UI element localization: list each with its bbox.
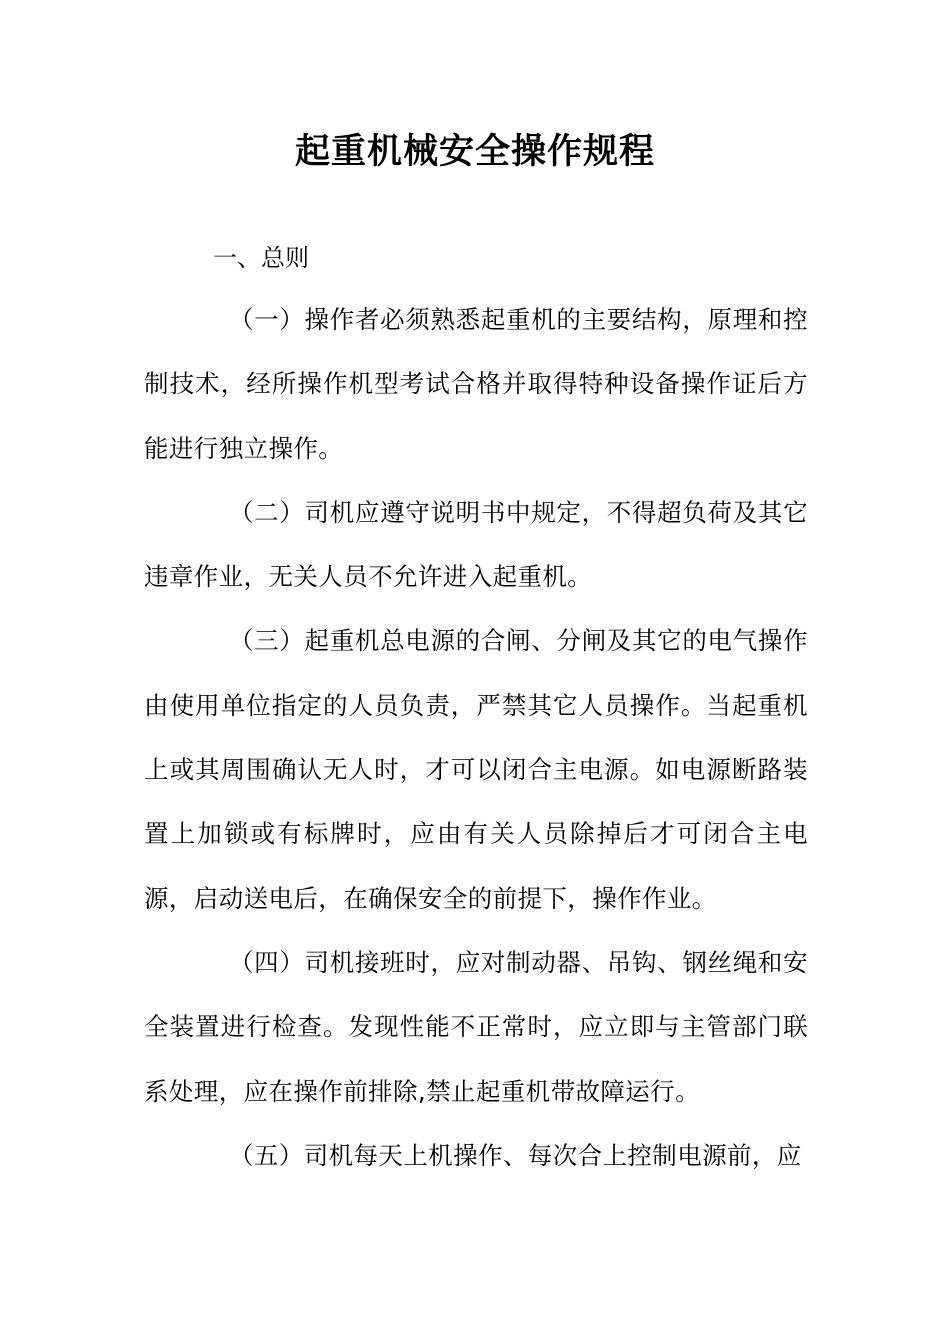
body-text (144, 288, 808, 1188)
paragraph-3: （三）起重机总电源的合闸、分闸及其它的电气操作由使用单位指定的人员负责，严禁其它人员操作。当起重机上或其周围确认无人时，才可以闭合主电源。如电源断路装置上加锁或有标牌时，应由有关人员除掉后才可闭合主电源，启动送电后，在确保安全的前提下，操作作业。 (144, 626, 808, 913)
paragraph-2: （二）司机应遵守说明书中规定，不得超负荷及其它违章作业，无关人员不允许进入起重机。 (144, 497, 808, 592)
section-heading: 一、总则 (213, 244, 309, 272)
paragraph-5: （五）司机每天上机操作、每次合上控制电源前，应 (229, 1140, 802, 1170)
paragraph-1: （一）操作者必须熟悉起重机的主要结构，原理和控制技术，经所操作机型考试合格并取得特种设备操作证后方能进行独立操作。 (144, 305, 808, 463)
page-title: 起重机械安全操作规程 (294, 132, 655, 172)
paragraph-4: （四）司机接班时，应对制动器、吊钩、钢丝绳和安全装置进行检查。发现性能不正常时，应立即与主管部门联系处理，应在操作前排除,禁止起重机带故障运行。 (144, 947, 808, 1106)
